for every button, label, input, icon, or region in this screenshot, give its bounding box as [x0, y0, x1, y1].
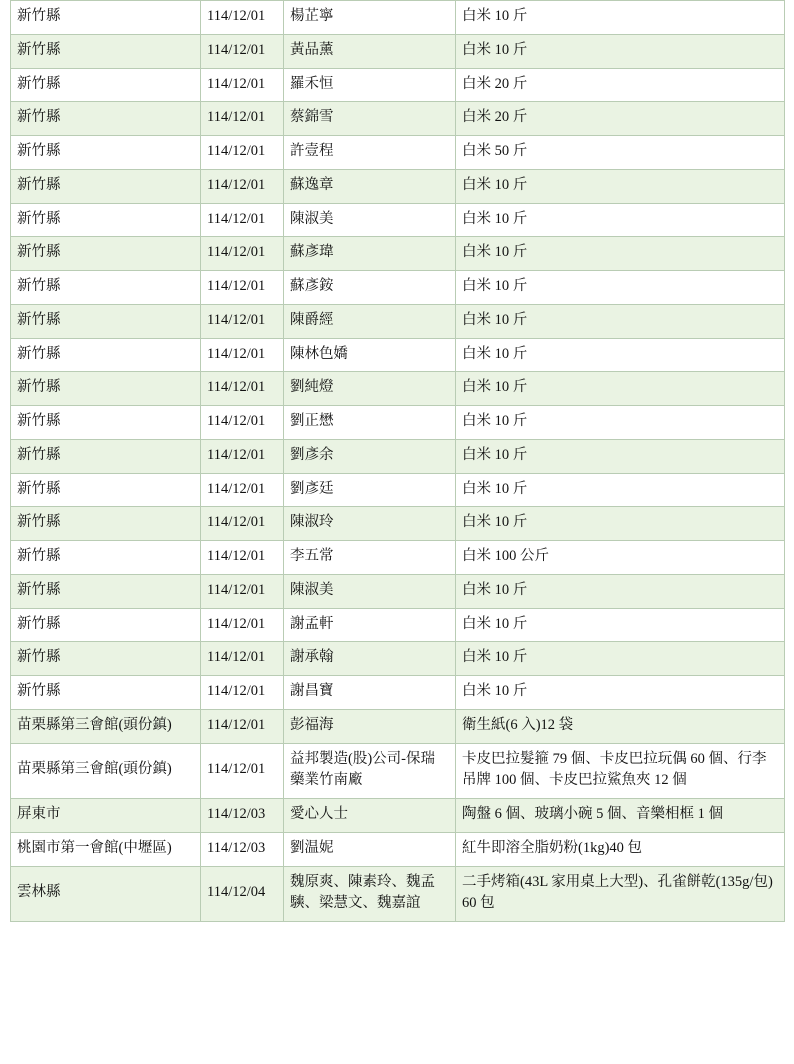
cell-donor: 蘇彥瑋	[284, 237, 456, 271]
cell-organization: 雲林縣	[11, 866, 201, 922]
cell-organization: 新竹縣	[11, 169, 201, 203]
cell-organization: 新竹縣	[11, 574, 201, 608]
cell-donor: 謝承翰	[284, 642, 456, 676]
table-row	[11, 372, 785, 406]
donation-table	[10, 0, 785, 922]
cell-item: 白米 50 斤	[456, 136, 785, 170]
cell-date: 114/12/01	[201, 743, 284, 799]
cell-date: 114/12/01	[201, 541, 284, 575]
cell-item: 白米 10 斤	[456, 304, 785, 338]
cell-date: 114/12/01	[201, 304, 284, 338]
cell-item: 白米 10 斤	[456, 203, 785, 237]
cell-organization: 新竹縣	[11, 203, 201, 237]
table-row	[11, 799, 785, 833]
cell-donor: 劉彥余	[284, 439, 456, 473]
cell-donor: 蘇彥銨	[284, 271, 456, 305]
cell-item: 白米 20 斤	[456, 102, 785, 136]
table-row	[11, 743, 785, 799]
cell-item: 陶盤 6 個、玻璃小碗 5 個、音樂相框 1 個	[456, 799, 785, 833]
cell-donor: 彭福海	[284, 709, 456, 743]
cell-item: 白米 10 斤	[456, 473, 785, 507]
table-row	[11, 642, 785, 676]
cell-organization: 新竹縣	[11, 34, 201, 68]
table-row	[11, 203, 785, 237]
table-row	[11, 102, 785, 136]
cell-donor: 陳淑玲	[284, 507, 456, 541]
cell-organization: 桃園市第一會館(中壢區)	[11, 832, 201, 866]
cell-organization: 苗栗縣第三會館(頭份鎮)	[11, 743, 201, 799]
cell-date: 114/12/01	[201, 439, 284, 473]
cell-organization: 苗栗縣第三會館(頭份鎮)	[11, 709, 201, 743]
cell-date: 114/12/01	[201, 709, 284, 743]
cell-donor: 劉正懋	[284, 406, 456, 440]
cell-donor: 羅禾恒	[284, 68, 456, 102]
cell-date: 114/12/01	[201, 102, 284, 136]
cell-donor: 劉温妮	[284, 832, 456, 866]
cell-date: 114/12/01	[201, 1, 284, 35]
cell-donor: 劉純燈	[284, 372, 456, 406]
table-row	[11, 866, 785, 922]
cell-donor: 黃品薰	[284, 34, 456, 68]
cell-date: 114/12/01	[201, 372, 284, 406]
cell-item: 卡皮巴拉髮箍 79 個、卡皮巴拉玩偶 60 個、行李吊牌 100 個、卡皮巴拉鯊魚夾 12 個	[456, 743, 785, 799]
cell-organization: 新竹縣	[11, 136, 201, 170]
cell-donor: 蔡錦雪	[284, 102, 456, 136]
table-row	[11, 541, 785, 575]
table-row	[11, 136, 785, 170]
cell-item: 白米 10 斤	[456, 574, 785, 608]
cell-date: 114/12/01	[201, 507, 284, 541]
cell-item: 白米 10 斤	[456, 406, 785, 440]
table-row	[11, 169, 785, 203]
cell-item: 白米 10 斤	[456, 507, 785, 541]
cell-donor: 益邦製造(股)公司-保瑞藥業竹南廠	[284, 743, 456, 799]
table-row	[11, 68, 785, 102]
cell-organization: 新竹縣	[11, 507, 201, 541]
table-row	[11, 608, 785, 642]
cell-item: 白米 10 斤	[456, 608, 785, 642]
table-row	[11, 1, 785, 35]
cell-date: 114/12/01	[201, 203, 284, 237]
cell-date: 114/12/01	[201, 676, 284, 710]
table-row	[11, 676, 785, 710]
cell-date: 114/12/01	[201, 608, 284, 642]
cell-item: 白米 10 斤	[456, 237, 785, 271]
cell-organization: 新竹縣	[11, 1, 201, 35]
cell-date: 114/12/01	[201, 574, 284, 608]
cell-donor: 蘇逸章	[284, 169, 456, 203]
cell-donor: 李五常	[284, 541, 456, 575]
cell-date: 114/12/01	[201, 406, 284, 440]
cell-date: 114/12/03	[201, 799, 284, 833]
table-row	[11, 237, 785, 271]
cell-item: 白米 20 斤	[456, 68, 785, 102]
cell-item: 二手烤箱(43L 家用桌上大型)、孔雀餅乾(135g/包)60 包	[456, 866, 785, 922]
cell-date: 114/12/04	[201, 866, 284, 922]
table-row	[11, 338, 785, 372]
cell-item: 衛生紙(6 入)12 袋	[456, 709, 785, 743]
table-row	[11, 439, 785, 473]
cell-organization: 新竹縣	[11, 237, 201, 271]
cell-date: 114/12/01	[201, 642, 284, 676]
cell-donor: 楊芷寧	[284, 1, 456, 35]
cell-date: 114/12/01	[201, 34, 284, 68]
cell-item: 白米 10 斤	[456, 642, 785, 676]
cell-organization: 新竹縣	[11, 473, 201, 507]
cell-organization: 新竹縣	[11, 406, 201, 440]
cell-donor: 陳淑美	[284, 203, 456, 237]
cell-organization: 屏東市	[11, 799, 201, 833]
table-row	[11, 473, 785, 507]
cell-date: 114/12/01	[201, 473, 284, 507]
cell-organization: 新竹縣	[11, 102, 201, 136]
table-body	[11, 1, 785, 922]
cell-date: 114/12/03	[201, 832, 284, 866]
cell-item: 白米 100 公斤	[456, 541, 785, 575]
table-row	[11, 34, 785, 68]
cell-organization: 新竹縣	[11, 68, 201, 102]
cell-item: 白米 10 斤	[456, 439, 785, 473]
cell-donor: 陳淑美	[284, 574, 456, 608]
table-row	[11, 832, 785, 866]
cell-donor: 魏原爽、陳素玲、魏孟騻、梁慧文、魏嘉誼	[284, 866, 456, 922]
cell-organization: 新竹縣	[11, 338, 201, 372]
cell-item: 白米 10 斤	[456, 372, 785, 406]
cell-item: 白米 10 斤	[456, 338, 785, 372]
cell-donor: 許壹程	[284, 136, 456, 170]
cell-item: 白米 10 斤	[456, 169, 785, 203]
cell-date: 114/12/01	[201, 169, 284, 203]
cell-date: 114/12/01	[201, 338, 284, 372]
table-row	[11, 406, 785, 440]
table-row	[11, 271, 785, 305]
cell-item: 紅牛即溶全脂奶粉(1kg)40 包	[456, 832, 785, 866]
cell-donor: 謝昌寶	[284, 676, 456, 710]
cell-date: 114/12/01	[201, 68, 284, 102]
cell-organization: 新竹縣	[11, 372, 201, 406]
cell-organization: 新竹縣	[11, 271, 201, 305]
cell-organization: 新竹縣	[11, 439, 201, 473]
cell-date: 114/12/01	[201, 237, 284, 271]
cell-date: 114/12/01	[201, 136, 284, 170]
cell-organization: 新竹縣	[11, 541, 201, 575]
cell-item: 白米 10 斤	[456, 1, 785, 35]
cell-donor: 謝孟軒	[284, 608, 456, 642]
cell-organization: 新竹縣	[11, 304, 201, 338]
table-row	[11, 304, 785, 338]
cell-item: 白米 10 斤	[456, 676, 785, 710]
cell-donor: 陳爵經	[284, 304, 456, 338]
cell-date: 114/12/01	[201, 271, 284, 305]
cell-item: 白米 10 斤	[456, 271, 785, 305]
table-row	[11, 574, 785, 608]
cell-donor: 劉彥廷	[284, 473, 456, 507]
cell-donor: 陳林色嬌	[284, 338, 456, 372]
table-row	[11, 507, 785, 541]
cell-organization: 新竹縣	[11, 608, 201, 642]
cell-item: 白米 10 斤	[456, 34, 785, 68]
cell-organization: 新竹縣	[11, 676, 201, 710]
cell-donor: 愛心人士	[284, 799, 456, 833]
table-row	[11, 709, 785, 743]
cell-organization: 新竹縣	[11, 642, 201, 676]
